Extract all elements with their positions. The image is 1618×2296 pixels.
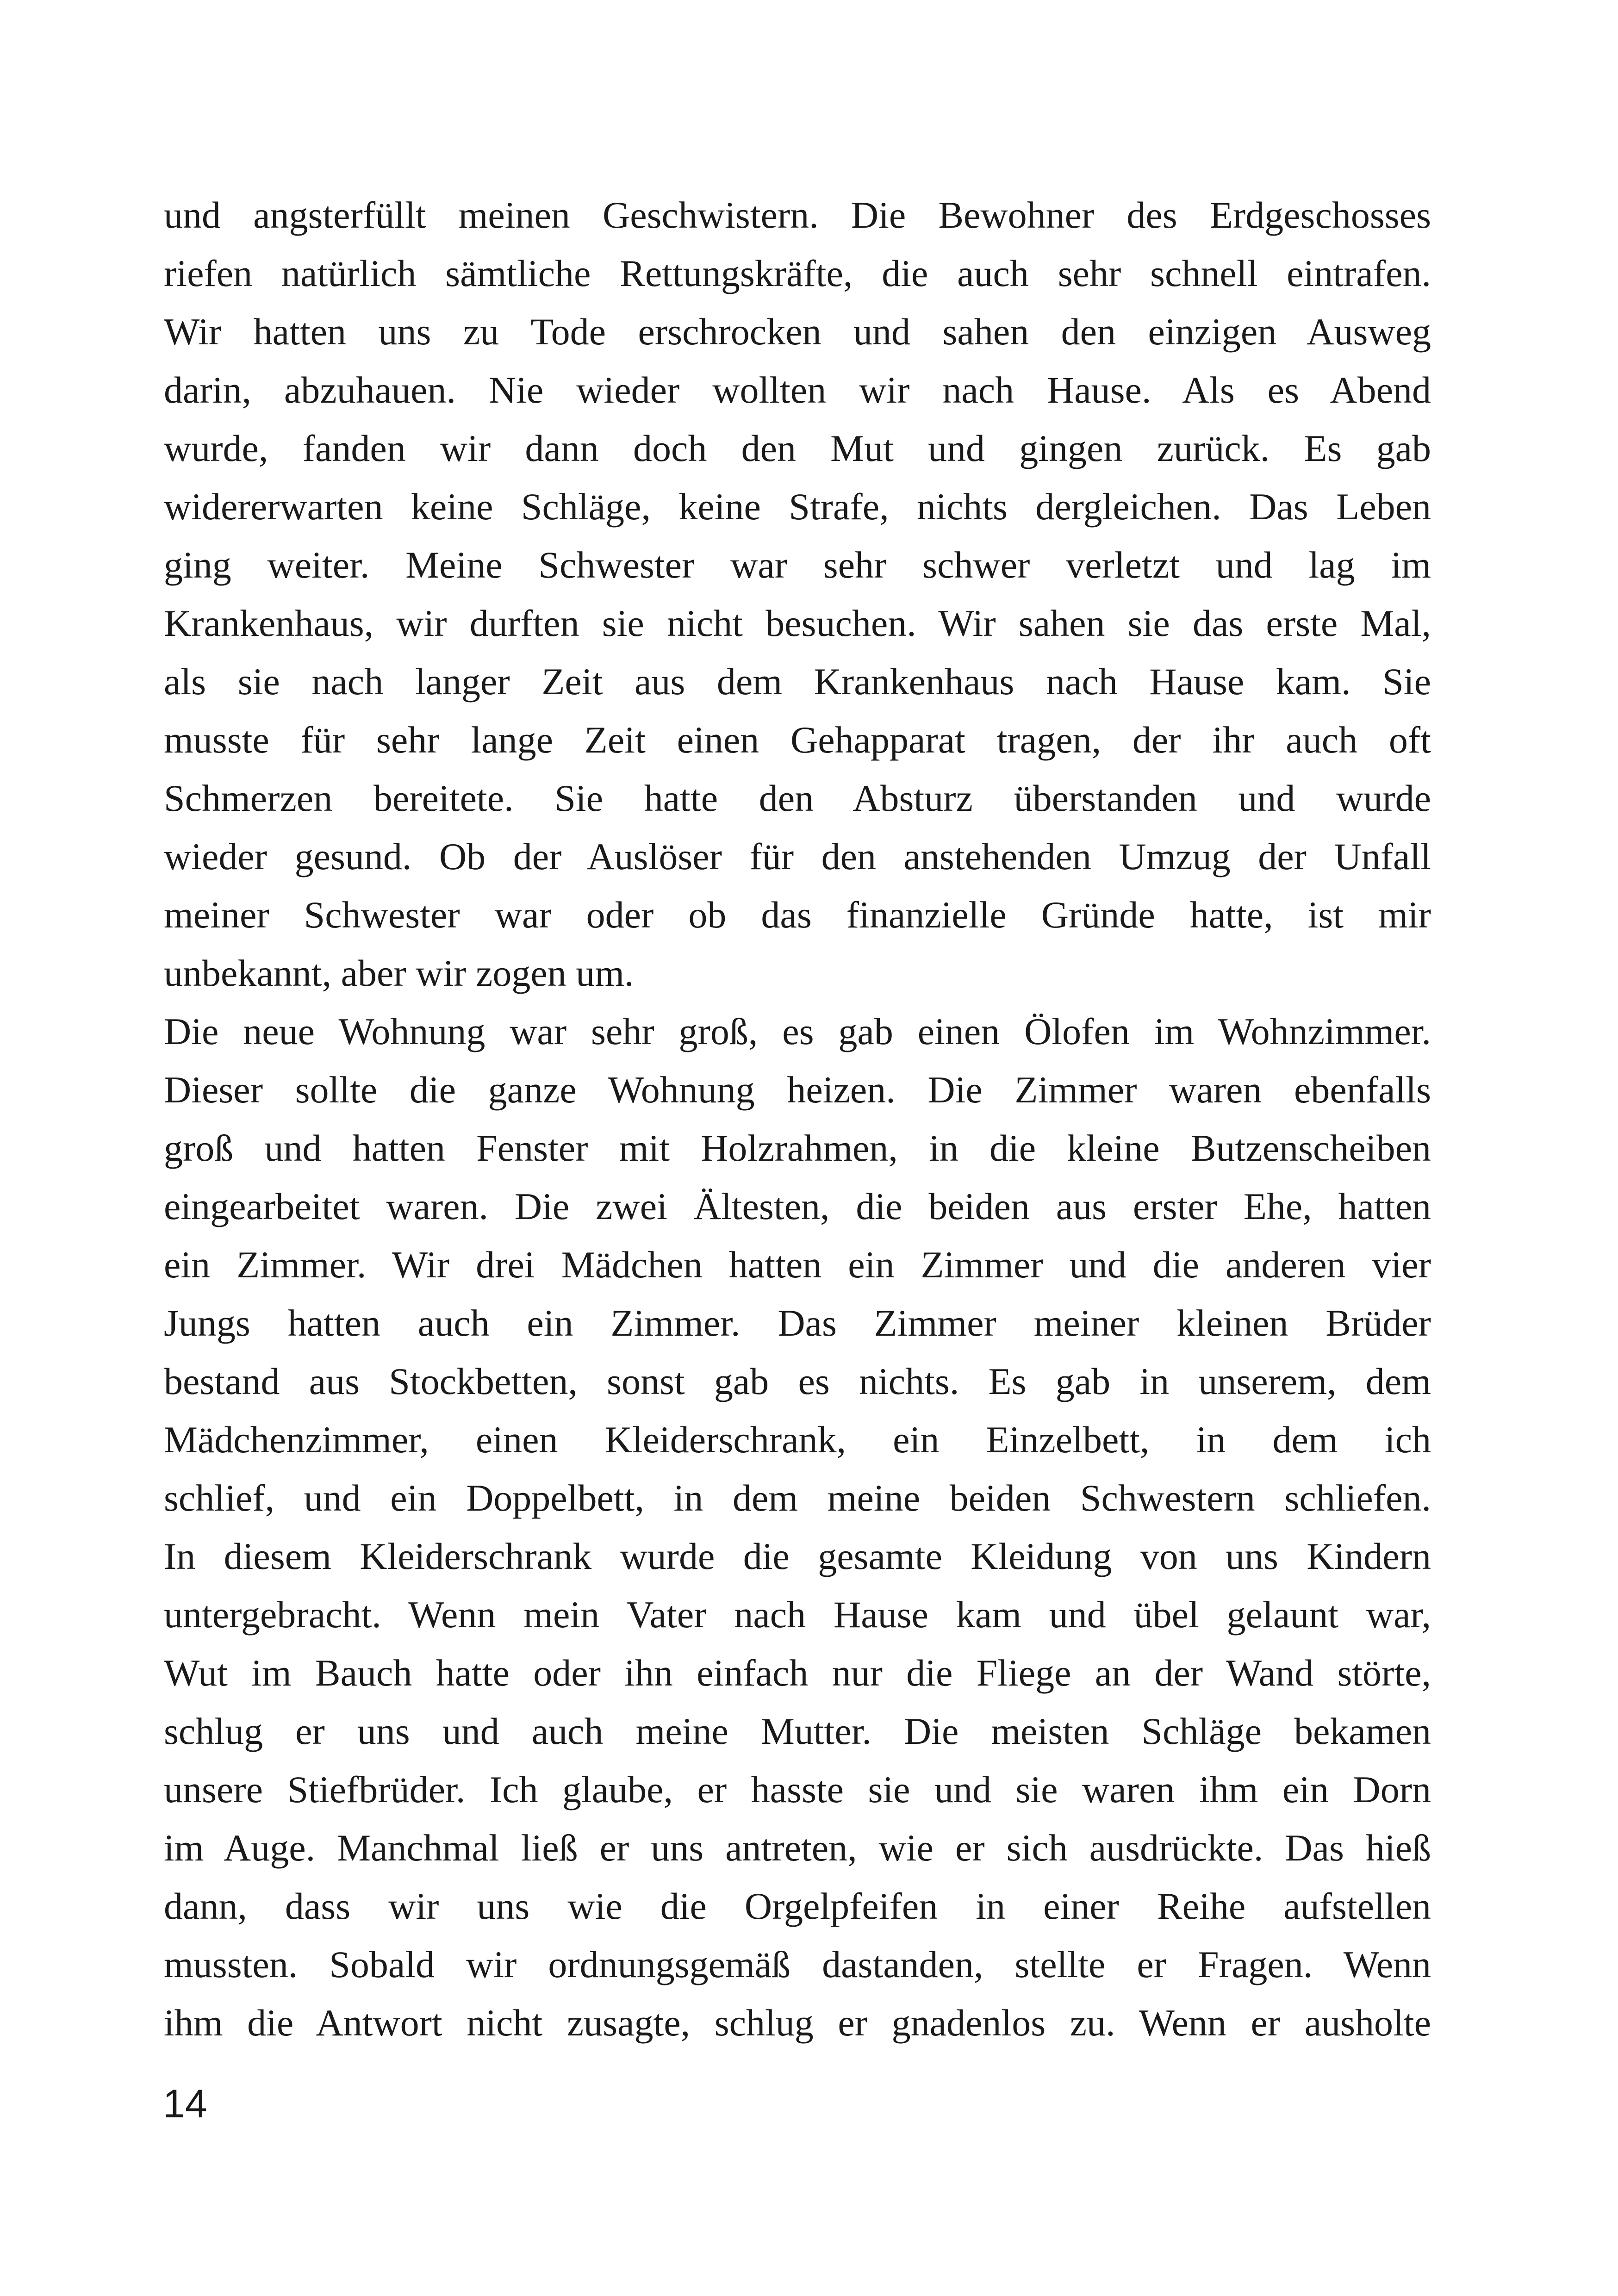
text-line: eingearbeitet waren. Die zwei Ältesten, die beiden aus erster Ehe, hatten [164,1185,1431,1227]
text-line: ein Zimmer. Wir drei Mädchen hatten ein Zimmer und die anderen vier [164,1244,1431,1286]
text-line: Mädchenzimmer, einen Kleiderschrank, ein Einzelbett, in dem ich [164,1419,1431,1461]
text-line: unbekannt, aber wir zogen um. [164,952,634,994]
text-line: als sie nach langer Zeit aus dem Krankenhaus nach Hause kam. Sie [164,660,1431,703]
text-line: Wir hatten uns zu Tode erschrocken und sahen den einzigen Ausweg [164,311,1431,353]
body-text [164,186,1431,2052]
text-line: wurde, fanden wir dann doch den Mut und gingen zurück. Es gab [164,427,1431,469]
text-line: ging weiter. Meine Schwester war sehr schwer verletzt und lag im [164,544,1431,586]
text-line: darin, abzuhauen. Nie wieder wollten wir nach Hause. Als es Abend [164,369,1431,411]
text-line: unsere Stiefbrüder. Ich glaube, er hasste sie und sie waren ihm ein Dorn [164,1768,1431,1811]
text-line: untergebracht. Wenn mein Vater nach Hause kam und übel gelaunt war, [164,1593,1431,1636]
text-line: ihm die Antwort nicht zusagte, schlug er gnadenlos zu. Wenn er ausholte [164,2002,1431,2044]
text-line: groß und hatten Fenster mit Holzrahmen, in die kleine Butzenscheiben [164,1127,1431,1169]
text-line: bestand aus Stockbetten, sonst gab es nichts. Es gab in unserem, dem [164,1360,1431,1402]
text-line: riefen natürlich sämtliche Rettungskräfte, die auch sehr schnell eintrafen. [164,252,1431,294]
text-line: Dieser sollte die ganze Wohnung heizen. Die Zimmer waren ebenfalls [164,1069,1431,1111]
text-line: meiner Schwester war oder ob das finanzielle Gründe hatte, ist mir [164,894,1431,936]
text-line: schlug er uns und auch meine Mutter. Die meisten Schläge bekamen [164,1710,1431,1752]
text-line: schlief, und ein Doppelbett, in dem meine beiden Schwestern schliefen. [164,1477,1431,1519]
text-line: In diesem Kleiderschrank wurde die gesamte Kleidung von uns Kindern [164,1535,1431,1577]
text-line: Wut im Bauch hatte oder ihn einfach nur die Fliege an der Wand störte, [164,1652,1431,1694]
text-line: Krankenhaus, wir durften sie nicht besuchen. Wir sahen sie das erste Mal, [164,602,1431,644]
text-line: Die neue Wohnung war sehr groß, es gab einen Ölofen im Wohnzimmer. [164,1010,1431,1052]
text-line: wieder gesund. Ob der Auslöser für den anstehenden Umzug der Unfall [164,835,1431,877]
text-line: musste für sehr lange Zeit einen Gehapparat tragen, der ihr auch oft [164,719,1431,761]
text-line: Schmerzen bereitete. Sie hatte den Absturz überstanden und wurde [164,777,1431,819]
text-line: mussten. Sobald wir ordnungsgemäß dastanden, stellte er Fragen. Wenn [164,1943,1431,1985]
text-line: dann, dass wir uns wie die Orgelpfeifen in einer Reihe aufstellen [164,1885,1431,1927]
text-line: Jungs hatten auch ein Zimmer. Das Zimmer meiner kleinen Brüder [164,1302,1431,1344]
text-line: im Auge. Manchmal ließ er uns antreten, wie er sich ausdrückte. Das hieß [164,1827,1431,1869]
text-line: widererwarten keine Schläge, keine Strafe, nichts dergleichen. Das Leben [164,485,1431,528]
text-line: und angsterfüllt meinen Geschwistern. Die Bewohner des Erdgeschosses [164,194,1431,236]
page-number: 14 [163,2082,207,2126]
